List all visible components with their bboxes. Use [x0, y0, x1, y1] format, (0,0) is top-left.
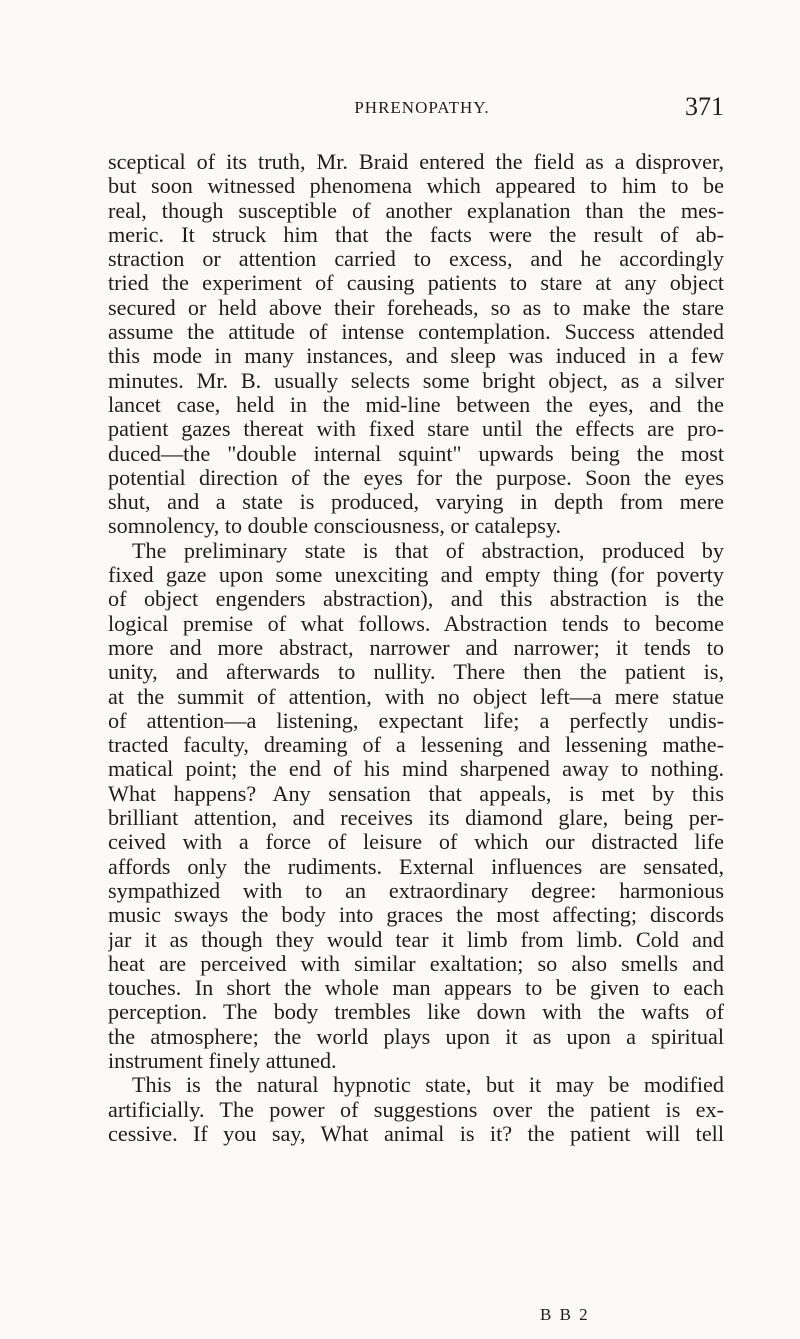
text-line: more and more abstract, narrower and narrower; it tends to — [108, 635, 724, 660]
text-line: assume the attitude of intense contemplation. Success attended — [108, 320, 724, 345]
text-line: instrument finely attuned. — [108, 1048, 337, 1073]
text-line: sympathized with to an extraordinary degree: harmonious — [108, 878, 724, 903]
text-line: logical premise of what follows. Abstraction tends to become — [108, 611, 724, 636]
text-line: music sways the body into graces the most affecting; discords — [108, 903, 724, 928]
text-line: What happens? Any sensation that appeals, is met by this — [108, 781, 724, 806]
running-head — [120, 92, 724, 128]
text-line: patient gazes thereat with fixed stare until the effects are pro- — [108, 417, 724, 442]
page-number: 371 — [685, 92, 724, 121]
text-line: lancet case, held in the mid-line between the eyes, and the — [108, 392, 724, 417]
text-line: potential direction of the eyes for the purpose. Soon the eyes — [108, 465, 724, 490]
text-line: straction or attention carried to excess, and he accordingly — [108, 247, 724, 272]
text-line: fixed gaze upon some unexciting and empty thing (for poverty — [108, 563, 724, 588]
signature-mark: B B 2 — [540, 1305, 590, 1324]
text-line: real, though susceptible of another explanation than the mes- — [108, 198, 724, 223]
text-line: the atmosphere; the world plays upon it as upon a spiritual — [108, 1024, 724, 1049]
text-line: tracted faculty, dreaming of a lessening and lessening mathe- — [108, 733, 724, 758]
text-line: perception. The body trembles like down with the wafts of — [108, 1000, 724, 1025]
text-line: secured or held above their foreheads, so as to make the stare — [108, 295, 724, 320]
text-line: meric. It struck him that the facts were the result of ab- — [108, 222, 724, 247]
text-line: unity, and afterwards to nullity. There then the patient is, — [108, 660, 724, 685]
text-line: somnolency, to double consciousness, or catalepsy. — [108, 514, 562, 539]
text-line: this mode in many instances, and sleep was induced in a few — [108, 344, 724, 369]
text-line: ceived with a force of leisure of which our distracted life — [108, 830, 724, 855]
running-title: PHRENOPATHY. — [354, 98, 490, 117]
text-line: tried the experiment of causing patients to stare at any object — [108, 271, 724, 296]
text-line: sceptical of its truth, Mr. Braid entered the field as a disprover, — [108, 150, 724, 174]
text-line: touches. In short the whole man appears to be given to each — [108, 976, 724, 1001]
text-line: matical point; the end of his mind sharpened away to nothing. — [108, 757, 724, 782]
text-line: cessive. If you say, What animal is it? the patient will tell — [108, 1121, 724, 1146]
text-line: of object engenders abstraction), and this abstraction is the — [108, 587, 724, 612]
text-line: duced—the "double internal squint" upwards being the most — [108, 441, 724, 466]
text-line: of attention—a listening, expectant life; a perfectly undis- — [108, 708, 724, 733]
text-line: brilliant attention, and receives its diamond glare, being per- — [108, 806, 724, 831]
text-line: jar it as though they would tear it limb from limb. Cold and — [108, 927, 724, 952]
text-line: The preliminary state is that of abstraction, produced by — [132, 538, 724, 563]
text-line: at the summit of attention, with no object left—a mere statue — [108, 684, 724, 709]
text-line: affords only the rudiments. External influences are sensated, — [108, 854, 724, 879]
text-line: artificially. The power of suggestions over the patient is ex- — [108, 1097, 724, 1122]
text-line: This is the natural hypnotic state, but it may be modified — [132, 1073, 724, 1098]
text-line: minutes. Mr. B. usually selects some bright object, as a silver — [108, 368, 724, 393]
body-text — [108, 150, 724, 1146]
text-line: but soon witnessed phenomena which appeared to him to be — [108, 174, 724, 199]
text-line: heat are perceived with similar exaltation; so also smells and — [108, 951, 724, 976]
text-line: shut, and a state is produced, varying in depth from mere — [108, 490, 724, 515]
